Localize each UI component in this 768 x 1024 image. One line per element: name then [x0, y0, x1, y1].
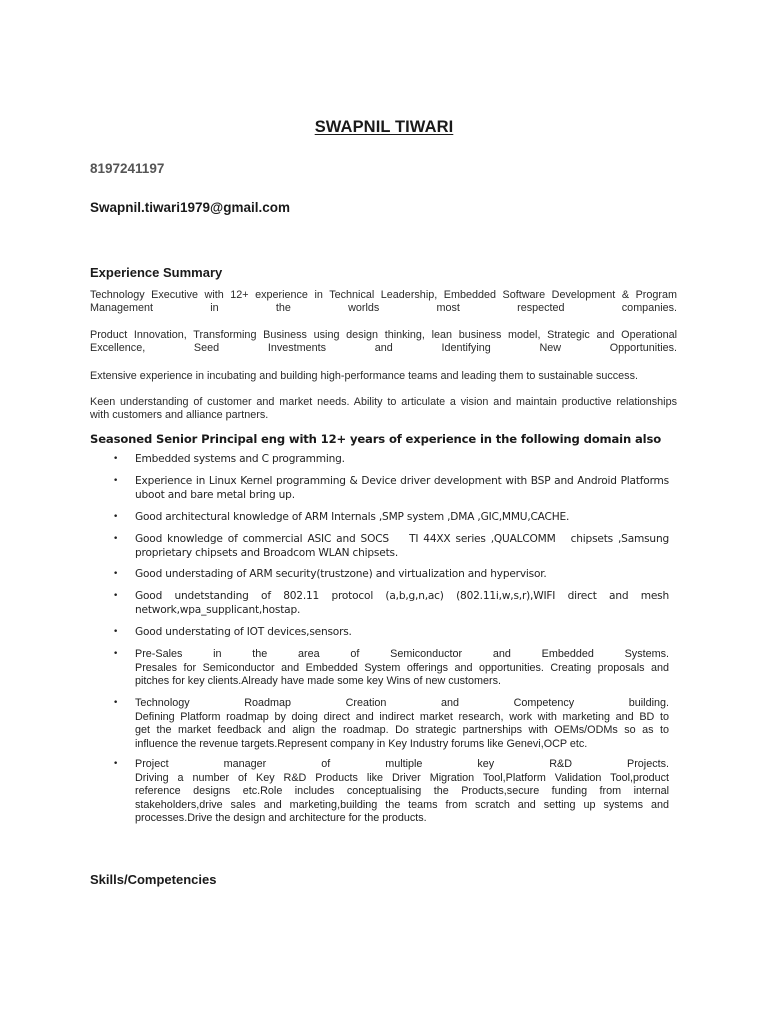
list-item-line: get the market feedback and align the roadmap. Do strategic partnerships with OEMs/ODMs so as to: [135, 724, 669, 736]
list-item-line: Good understading of ARM security(trustzone) and virtualization and hypervisor.: [135, 568, 547, 580]
domain-heading: Seasoned Senior Principal eng with 12+ years of experience in the following domain also: [90, 432, 662, 446]
summary-paragraph-1-line-2: Management in the worlds most respected companies.: [90, 302, 677, 314]
list-item-line: Defining Platform roadmap by doing direct and indirect market research, work with marketing and BD to: [135, 710, 669, 723]
bullet-icon: •: [113, 591, 119, 601]
summary-paragraph-3: [90, 370, 677, 383]
list-item-line: Good knowledge of commercial ASIC and SOCS TI 44XX series ,QUALCOMM chipsets ,Samsung: [135, 533, 669, 545]
skills-competencies-title: Skills/Competencies: [90, 872, 217, 887]
bullet-icon: •: [113, 569, 119, 579]
list-item-line: stakeholders,drive sales and marketing,building the teams from scratch and setting up systems and: [135, 798, 669, 811]
bullet-icon: •: [113, 627, 119, 637]
summary-paragraph-4-line-1: Keen understanding of customer and market needs. Ability to articulate a vision and maintain productive relationships: [90, 396, 677, 408]
list-item-line: Experience in Linux Kernel programming & Device driver development with BSP and Android Platforms: [135, 475, 669, 487]
list-item-line: Pre-Sales in the area of Semiconductor and Embedded Systems.: [135, 648, 669, 660]
summary-paragraph-4-line-2: with customers and alliance partners.: [90, 409, 269, 421]
email-address: Swapnil.tiwari1979@gmail.com: [90, 200, 290, 215]
summary-paragraph-1-line-1: Technology Executive with 12+ experience in Technical Leadership, Embedded Software Development & Program: [90, 289, 677, 301]
bullet-icon: •: [113, 534, 119, 544]
candidate-name: SWAPNIL TIWARI: [314, 118, 454, 136]
list-item-line: pitches for key clients.Already have made some key Wins of new customers.: [135, 675, 502, 687]
list-item-line: processes.Drive the design and architecture for the products.: [135, 812, 427, 824]
list-item: [113, 758, 669, 826]
list-item: [113, 475, 669, 502]
bullet-icon: •: [113, 698, 119, 708]
list-item: [113, 533, 669, 560]
list-item: [113, 697, 669, 751]
list-item-line: network,wpa_supplicant,hostap.: [135, 603, 301, 616]
summary-paragraph-3-line-1: Extensive experience in incubating and building high-performance teams and leading them to sustainable success.: [90, 370, 638, 382]
list-item-line: reference designs etc.Role includes conceptualising the Products,secure funding from internal: [135, 785, 669, 797]
list-item: [113, 453, 669, 467]
summary-paragraph-4: [90, 396, 677, 422]
bullet-icon: •: [113, 476, 119, 486]
phone-number: 8197241197: [90, 161, 165, 176]
summary-paragraph-2-line-1: Product Innovation, Transforming Business using design thinking, lean business model, Strategic and Operational: [90, 329, 677, 341]
list-item-line: uboot and bare metal bring up.: [135, 488, 295, 501]
list-item-line: Good undetstanding of 802.11 protocol (a,b,g,n,ac) (802.11i,w,s,r),WIFI direct and mesh: [135, 590, 669, 602]
bullet-icon: •: [113, 759, 119, 769]
summary-paragraph-2-line-2: Excellence, Seed Investments and Identifying New Opportunities.: [90, 342, 677, 354]
list-item: [113, 590, 669, 617]
bullet-icon: •: [113, 512, 119, 522]
list-item-line: proprietary chipsets and Broadcom WLAN chipsets.: [135, 546, 399, 559]
summary-paragraph-2: [90, 329, 677, 355]
list-item-line: Embedded systems and C programming.: [135, 453, 345, 465]
list-item: [113, 568, 669, 582]
bullet-icon: •: [113, 454, 119, 464]
experience-summary-title: Experience Summary: [90, 265, 223, 280]
list-item-line: Presales for Semiconductor and Embedded System offerings and opportunities. Creating proposals and: [135, 661, 669, 674]
list-item-line: Technology Roadmap Creation and Competency building.: [135, 697, 669, 709]
list-item-line: Good understating of IOT devices,sensors.: [135, 626, 352, 638]
list-item-line: Good architectural knowledge of ARM Internals ,SMP system ,DMA ,GIC,MMU,CACHE.: [135, 511, 570, 523]
list-item: [113, 626, 669, 640]
bullet-icon: •: [113, 649, 119, 659]
list-item-line: Driving a number of Key R&D Products like Driver Migration Tool,Platform Validation Tool,product: [135, 771, 669, 784]
list-item-line: Project manager of multiple key R&D Projects.: [135, 758, 669, 770]
summary-paragraph-1: [90, 289, 677, 315]
list-item: [113, 648, 669, 689]
list-item: [113, 511, 669, 525]
list-item-line: influence the revenue targets.Represent company in Key Industry forums like Genevi,OCP etc.: [135, 737, 588, 750]
